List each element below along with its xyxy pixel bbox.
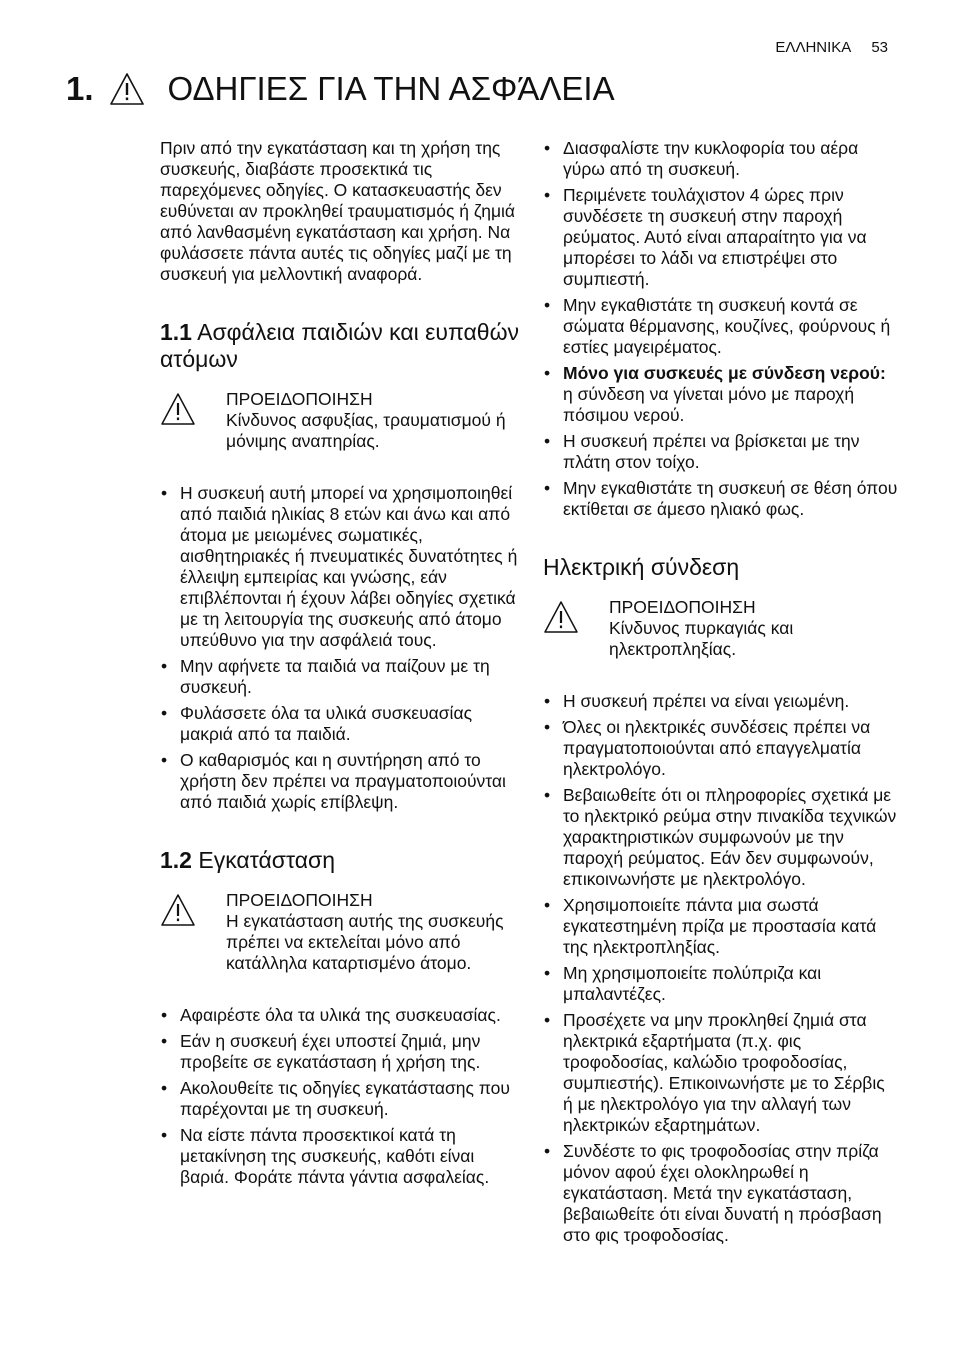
list-item: • Φυλάσσετε όλα τα υλικά συσκευασίας μακριά από τα παιδιά. (160, 703, 520, 745)
section-1-2-title: Εγκατάσταση (198, 847, 336, 873)
list-item: • Να είστε πάντα προσεκτικοί κατά τη μετακίνηση της συσκευής, καθότι είναι βαριά. Φοράτε πάντα γάντια ασφαλείας. (160, 1125, 520, 1188)
list-item: • Συνδέστε το φις τροφοδοσίας στην πρίζα μόνον αφού έχει ολοκληρωθεί η εγκατάσταση. Μετά την εγκατάσταση, βεβαιωθείτε ότι είναι δυνατή η πρόσβαση στο φις τροφοδοσίας. (543, 1141, 899, 1246)
list-item: • Χρησιμοποιείτε πάντα μια σωστά εγκατεστημένη πρίζα με προστασία κατά της ηλεκτροπληξίας. (543, 895, 899, 958)
intro-paragraph: Πριν από την εγκατάσταση και τη χρήση της συσκευής, διαβάστε προσεκτικά τις παρεχόμενες οδηγίες. Ο κατασκευαστής δεν ευθύνεται αν προκληθεί τραυματισμός ή ζημιά από λανθασμένη εγκατάσταση και χρήση. Να φυλάσσετε πάντα αυτές τις οδηγίες μαζί με τη συσκευή για μελλοντική αναφορά. (160, 138, 516, 284)
list-item: • Μην αφήνετε τα παιδιά να παίζουν με τη συσκευή. (160, 656, 520, 698)
list-item: • Εάν η συσκευή έχει υποστεί ζημιά, μην προβείτε σε εγκατάσταση ή χρήση της. (160, 1031, 520, 1073)
page-number: 53 (871, 39, 888, 56)
warning-text: Η εγκατάσταση αυτής της συσκευής πρέπει να εκτελείται μόνο από κατάλληλα καταρτισμένο άτομο. (226, 911, 504, 973)
section-1-1-number: 1.1 (160, 319, 192, 345)
list-item: • Βεβαιωθείτε ότι οι πληροφορίες σχετικά με το ηλεκτρικό ρεύμα στην πινακίδα τεχνικών χαρακτηριστικών συμφωνούν με την παροχή ρεύματος. Εάν δεν συμφωνούν, επικοινωνήστε με ηλεκτρολόγο. (543, 785, 899, 890)
list-item: • Μην εγκαθιστάτε τη συσκευή κοντά σε σώματα θέρμανσης, κουζίνες, φούρνους ή εστίες μαγειρέματος. (543, 295, 899, 358)
page-header (775, 39, 888, 56)
list-item: • Μην εγκαθιστάτε τη συσκευή σε θέση όπου εκτίθεται σε άμεσο ηλιακό φως. (543, 478, 899, 520)
section-1-1-title: Ασφάλεια παιδιών και ευπαθών ατόμων (160, 319, 520, 372)
list-item: • Περιμένετε τουλάχιστον 4 ώρες πριν συνδέσετε τη συσκευή στην παροχή ρεύματος. Αυτό είναι απαραίτητο για να μπορέσει το λάδι να επιστρέψει στο συμπιεστή. (543, 185, 899, 290)
page-title (66, 70, 615, 108)
left-column (160, 138, 520, 1193)
warning-triangle-icon (160, 392, 196, 426)
list-item: • Μη χρησιμοποιείτε πολύπριζα και μπαλαντέζες. (543, 963, 899, 1005)
list-item: • Η συσκευή πρέπει να βρίσκεται με την πλάτη στον τοίχο. (543, 431, 899, 473)
electrical-list (543, 691, 899, 1246)
warning-title: ΠΡΟΕΙΔΟΠΟΙΗΣΗ (226, 389, 373, 409)
list-item: • Ακολουθείτε τις οδηγίες εγκατάστασης που παρέχονται με τη συσκευή. (160, 1078, 520, 1120)
warning-triangle-icon (543, 600, 579, 634)
warning-triangle-icon (108, 71, 146, 107)
list-item: • Όλες οι ηλεκτρικές συνδέσεις πρέπει να πραγματοποιούνται από επαγγελματία ηλεκτρολόγο. (543, 717, 899, 780)
list-item: • Ο καθαρισμός και η συντήρηση από το χρήστη δεν πρέπει να πραγματοποιούνται από παιδιά χωρίς επίβλεψη. (160, 750, 520, 813)
section-1-2-number: 1.2 (160, 847, 192, 873)
list-item: • Προσέχετε να μην προκληθεί ζημιά στα ηλεκτρικά εξαρτήματα (π.χ. φις τροφοδοσίας, καλώδιο τροφοδοσίας, συμπιεστής). Επικοινωνήστε με το Σέρβις ή με ηλεκτρολόγο για την αλλαγή των ηλεκτρικών εξαρτημάτων. (543, 1010, 899, 1136)
installation-list-continued (543, 138, 899, 520)
electrical-heading: Ηλεκτρική σύνδεση (543, 554, 740, 580)
list-item: • Διασφαλίστε την κυκλοφορία του αέρα γύρω από τη συσκευή. (543, 138, 899, 180)
water-item-bold: Μόνο για συσκευές με σύνδεση νερού: (563, 363, 886, 383)
section-number: 1. (66, 70, 94, 107)
list-item: • Αφαιρέστε όλα τα υλικά της συσκευασίας. (160, 1005, 520, 1026)
list-item-water (543, 363, 899, 426)
warning-box-installation (160, 890, 520, 974)
warning-box-children (160, 389, 520, 452)
language-label: ΕΛΛΗΝΙΚΑ (775, 39, 852, 56)
list-item: • Η συσκευή αυτή μπορεί να χρησιμοποιηθεί από παιδιά ηλικίας 8 ετών και άνω και από άτομα με μειωμένες σωματικές, αισθητηριακές ή πνευματικές δυνατότητες ή έλλειψη εμπειρίας και γνώσης, εάν επιβλέπονται ή έχουν λάβει οδηγίες σχετικά με τη λειτουργία της συσκευής από άτομο υπεύθυνο για την ασφάλειά τους. (160, 483, 520, 651)
warning-title: ΠΡΟΕΙΔΟΠΟΙΗΣΗ (609, 597, 756, 617)
water-item-text: η σύνδεση να γίνεται μόνο με παροχή πόσιμου νερού. (563, 384, 855, 425)
installation-list (160, 1005, 520, 1188)
section-1-1-heading (160, 319, 520, 373)
list-item: • Η συσκευή πρέπει να είναι γειωμένη. (543, 691, 899, 712)
section-1-2-heading (160, 847, 520, 874)
title-text: ΟΔΗΓΙΕΣ ΓΙΑ ΤΗΝ ΑΣΦΆΛΕΙΑ (167, 70, 615, 107)
warning-triangle-icon (160, 893, 196, 927)
warning-text: Κίνδυνος πυρκαγιάς και ηλεκτροπληξίας. (609, 618, 794, 659)
warning-text: Κίνδυνος ασφυξίας, τραυματισμού ή μόνιμης αναπηρίας. (226, 410, 506, 451)
children-safety-list (160, 483, 520, 813)
warning-title: ΠΡΟΕΙΔΟΠΟΙΗΣΗ (226, 890, 373, 910)
right-column (543, 138, 899, 1251)
warning-box-electrical (543, 597, 899, 660)
